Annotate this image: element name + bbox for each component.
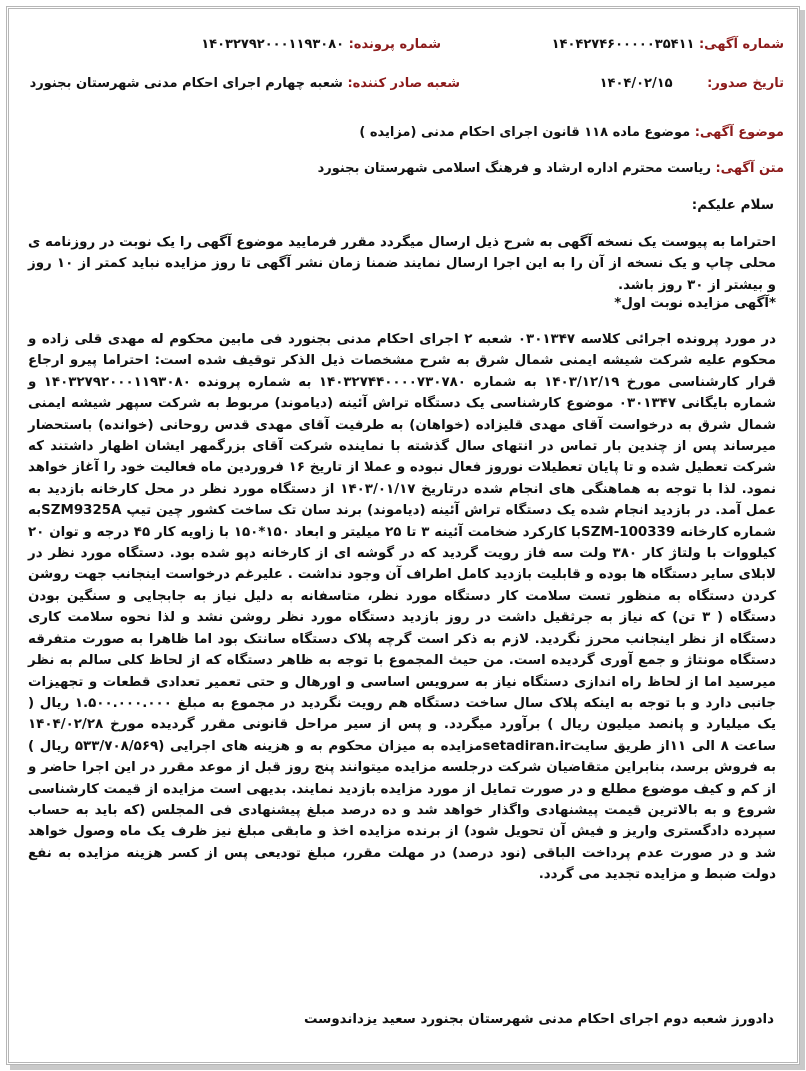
- subject-field: [359, 125, 784, 140]
- case-number-value: ۱۴۰۳۲۷۹۲۰۰۰۱۱۹۳۰۸۰: [201, 37, 345, 52]
- ad-number-field: [552, 37, 784, 52]
- issuer-label: شعبه صادر کننده:: [347, 76, 460, 91]
- issue-date-field: [600, 76, 784, 91]
- ad-number-value: ۱۴۰۴۲۷۴۶۰۰۰۰۰۳۵۴۱۱: [551, 37, 695, 52]
- signature: دادورز شعبه دوم اجرای احکام مدنی شهرستان بجنورد سعید یزداندوست: [304, 1012, 774, 1027]
- issue-date-label: تاریخ صدور:: [707, 76, 784, 91]
- notice-title: *آگهی مزایده نوبت اول*: [614, 296, 776, 311]
- issue-date-value: ۱۴۰۴/۰۲/۱۵: [599, 76, 673, 91]
- ad-number-label: شماره آگهی:: [698, 37, 784, 52]
- greeting: سلام علیکم:: [691, 197, 774, 213]
- intro-paragraph: احتراما به پیوست یک نسخه آگهی به شرح ذیل ارسال میگردد مقرر فرمایید موضوع آگهی را یک نوبت در روزنامه ی محلی چاپ و یک نسخه از آن را به این اجرا ارسال نمایند ضمنا زمان نشر آگهی تا روز مزایده نباید کمتر از ۱۰ روز و بیشتر از ۳۰ روز باشد.: [28, 235, 776, 293]
- subject-value: موضوع ماده ۱۱۸ قانون اجرای احکام مدنی (مزایده ): [359, 125, 691, 140]
- notice-body-paragraph: در مورد پرونده اجرائی کلاسه ۰۳۰۱۳۴۷ شعبه ۲ اجرای احکام مدنی بجنورد فی مابین محکوم له مهدی قلی زاده و محکوم علیه شرکت شیشه ایمنی شمال شرق به شرح مشخصات ذیل الذکر توقیف شده است: احتراما پیرو ارجاع قرار کارشناسی مورخ ۱۴۰۳/۱۲/۱۹ به شماره ۱۴۰۳۲۷۴۴۰۰۰۰۷۳۰۷۸۰ به شماره پرونده ۱۴۰۳۲۷۹۲۰۰۰۱۱۹۳۰۸۰ و شماره بایگانی ۰۳۰۱۳۴۷ موضوع کارشناسی یک دستگاه تراش آئینه (دیاموند) مربوط به شرکت سپهر شیشه ایمنی شمال شرق به درخواست آقای مهدی قلیزاده (خواهان) به طرفیت آقای مهدی قدس روحانی (خوانده) باستحضار میرساند پس از چندین بار تماس در انتهای سال گذشته با نماینده شرکت آقای بزرگمهر ایشان اظهار داشتند که شرکت تعطیل شده و تا پایان تعطیلات نوروز فعال نبوده و عملا از تاریخ ۱۶ فروردین ماه فعالیت خود را آغاز خواهد نمود. لذا با توجه به هماهنگی های انجام شده درتاریخ ۱۴۰۳/۰۱/۱۷ از دستگاه مورد نظر در محل کارخانه بازدید به عمل آمد. در بازدید انجام شده یک دستگاه تراش آئینه (دیاموند) برند سان تک ساخت کشور چین تیپ SZM9325Aبه شماره کارخانه SZM-100339با کارکرد ضخامت آئینه ۳ تا ۲۵ میلیتر و ابعاد ۱۵۰*۱۵۰ با زاویه کار ۴۵ درجه و توان ۲۰ کیلووات با ولتاژ کار ۳۸۰ ولت سه فاز رویت گردید که در گوشه ای از کارخانه دپو شده بود. دستگاه مورد نظر در لابلای سایر دستگاه ها بوده و قابلیت بازدید کامل اطراف آن وجود نداشت . علیرغم درخواست اینجانب جهت روشن کردن دستگاه به منظور تست سلامت کار دستگاه مورد نظر، متاسفانه به دلیل نیاز به جابجایی و سنگین بودن دستگاه ( ۳ تن) که نیاز به جرثقیل داشت در روز بازدید دستگاه مورد نظر روشن نشد و لذا نحوه سلامت کاری دستگاه از نظر اینجانب محرز نگردید. لازم به ذکر است گرچه پلاک دستگاه سانتک بود اما ظاهرا به صورت متفرقه دستگاه مونتاژ و جمع آوری گردیده است. من حیث المجموع با توجه به ظاهر دستگاه که از لحاظ کلی سالم به نظر میرسید اما از لحاظ راه اندازی دستگاه نیاز به سرویس اساسی و اورهال و حتی تعمیر تعدادی قطعات و تجهیزات جانبی دارد و با توجه به اینکه پلاک سال ساخت دستگاه هم رویت نگردید در مجموع به مبلغ ۱.۵۰۰.۰۰۰.۰۰۰ ریال ( یک میلیارد و پانصد میلیون ریال ) برآورد میگردد. و پس از سیر مراحل قانونی مقرر گردیده مورخ ۱۴۰۴/۰۲/۲۸ ساعت ۸ الی ۱۱از طریق سایتsetadiran.irمزایده به میزان محکوم به و هزینه های اجرایی (۵۳۳/۷۰۸/۵۶۹ ریال ) به فروش برسد، بنابراین متقاضیان شرکت درجلسه مزایده میتوانند پنج روز قبل از موعد مقرر در این اجرا حاضر و از کم و کیف موضوع مطلع و در صورت تمایل از مورد مزایده بازدید نمایند. بدیهی است مزایده از قیمت کارشناسی شروع و به بالاترین قیمت پیشنهادی واگذار خواهد شد و ده درصد مبلغ پیشنهادی فی المجلس (که باید به حساب سپرده دادگستری واریز و فیش آن تحویل شود) از برنده مزایده اخذ و مابقی مبلغ نیز ظرف یک ماه وصول خواهد شد و در صورت عدم پرداخت الباقی (نود درصد) در مهلت مقرر، مبلغ تودیعی پس از کسر هزینه مزایده به نفع دولت ضبط و مزایده تجدید می گردد.: [28, 332, 777, 883]
- case-number-field: [201, 37, 441, 52]
- text-label: متن آگهی:: [715, 161, 784, 176]
- page-shadow-right: [800, 10, 805, 1068]
- issuer-field: [30, 76, 460, 91]
- subject-label: موضوع آگهی:: [694, 125, 784, 140]
- addressee-value: ریاست محترم اداره ارشاد و فرهنگ اسلامی شهرستان بجنورد: [317, 161, 711, 176]
- page-shadow-bottom: [10, 1065, 805, 1070]
- addressee-field: [318, 161, 784, 176]
- issuer-value: شعبه چهارم اجرای احکام مدنی شهرستان بجنورد: [29, 76, 343, 91]
- case-number-label: شماره پرونده:: [348, 37, 441, 52]
